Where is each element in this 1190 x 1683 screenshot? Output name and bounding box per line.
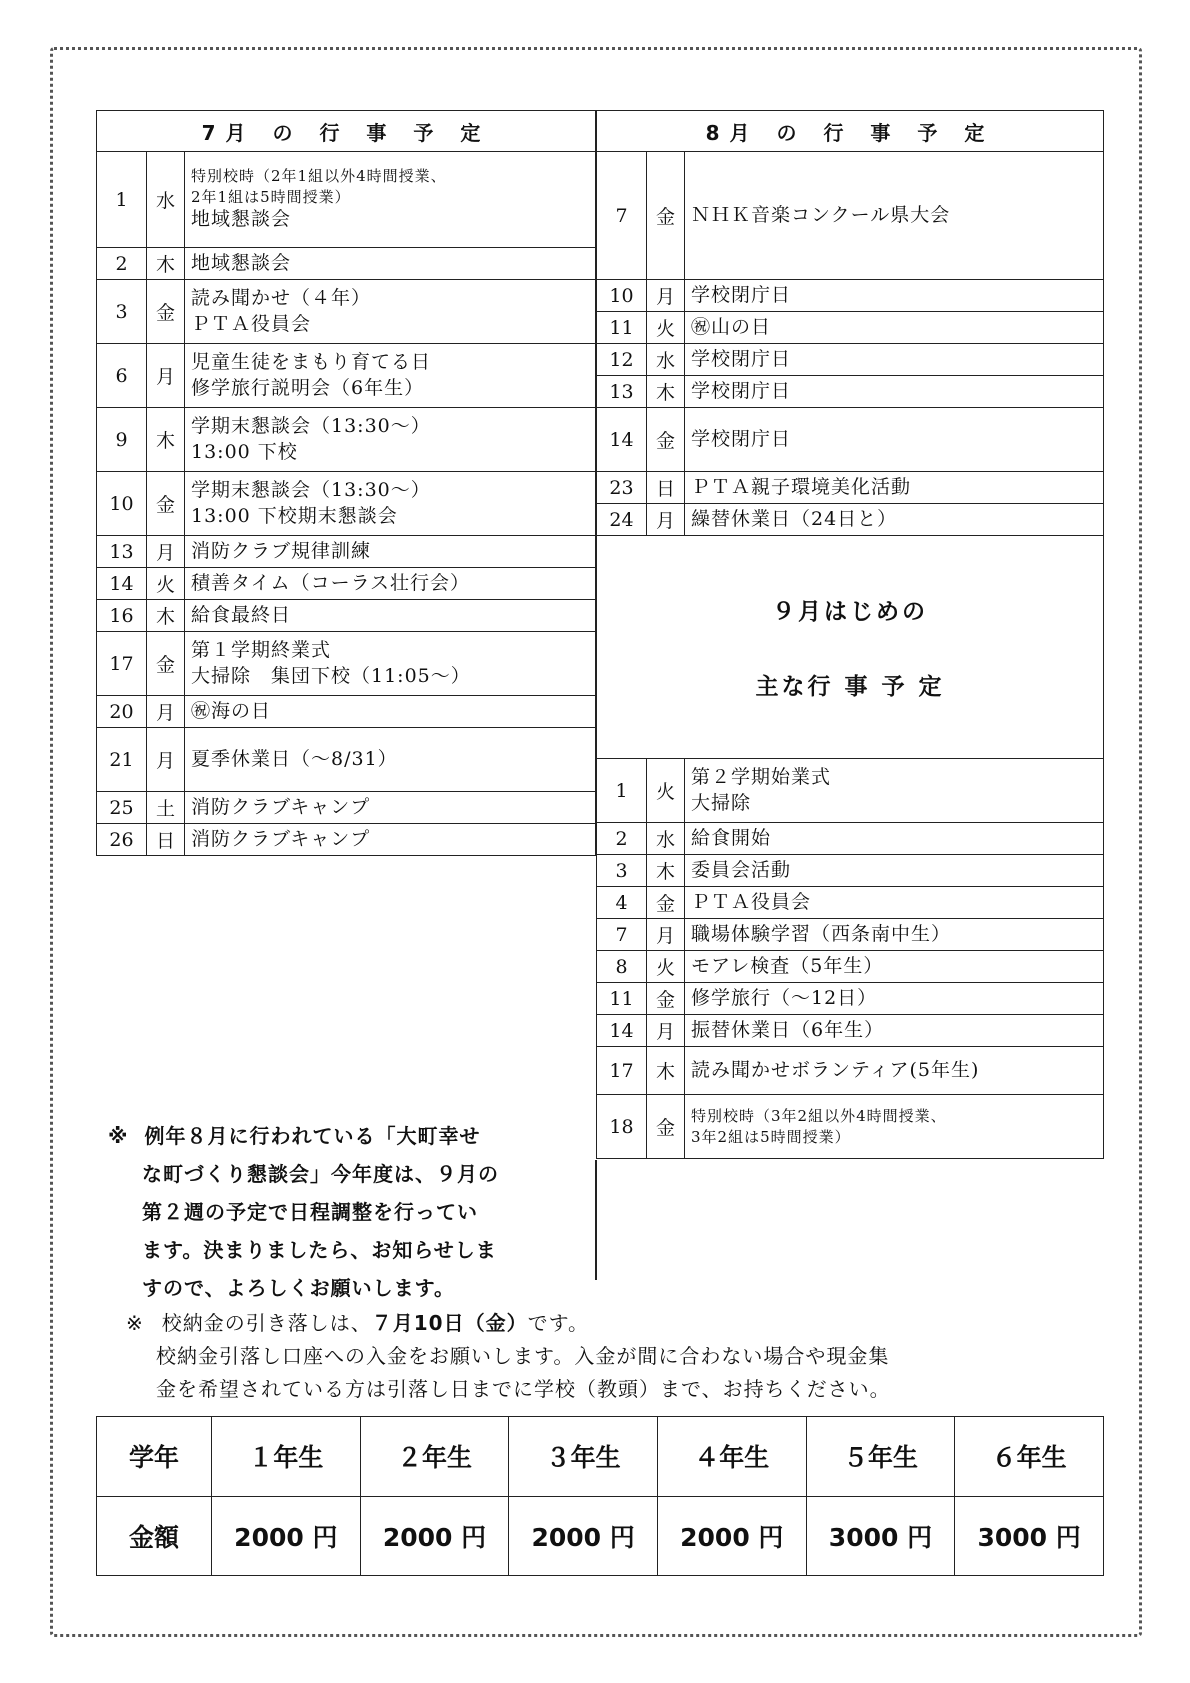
july-row xyxy=(97,408,596,472)
event-cell xyxy=(685,1047,1104,1095)
event-text: モアレ検査（5年生） xyxy=(691,954,884,977)
fee-table xyxy=(96,1416,1104,1576)
august-row xyxy=(597,312,1104,344)
event-text: 大掃除 集団下校（11:05～） xyxy=(191,664,471,687)
event-text: 学校閉庁日 xyxy=(691,427,792,450)
event-text: 13:00 下校 xyxy=(191,440,298,463)
event-text: 委員会活動 xyxy=(691,858,792,881)
event-cell xyxy=(685,887,1104,919)
july-row xyxy=(97,248,596,280)
september-row xyxy=(597,1015,1104,1047)
event-text: 修学旅行説明会（6年生） xyxy=(191,376,425,399)
event-text: 2年1組は5時間授業） xyxy=(191,187,351,206)
weekday: 木 xyxy=(147,408,185,472)
fee-amount-label: 金額 xyxy=(97,1496,212,1576)
august-row xyxy=(597,472,1104,504)
event-cell xyxy=(685,855,1104,887)
note-line: ます。決まりましたら、お知らせしま xyxy=(142,1238,497,1262)
september-row xyxy=(597,951,1104,983)
event-text: 修学旅行（～12日） xyxy=(691,986,878,1009)
day-number: 26 xyxy=(97,824,147,856)
column-divider xyxy=(595,1160,597,1280)
day-number: 8 xyxy=(597,951,647,983)
weekday: 火 xyxy=(647,312,685,344)
weekday: 金 xyxy=(647,152,685,280)
day-number: 6 xyxy=(97,344,147,408)
july-row xyxy=(97,152,596,248)
event-cell xyxy=(185,824,596,856)
day-number: 13 xyxy=(97,536,147,568)
september-row xyxy=(597,1047,1104,1095)
event-cell xyxy=(685,919,1104,951)
fee-amount: 3000 円 xyxy=(955,1496,1104,1576)
event-text: 地域懇談会 xyxy=(191,207,292,230)
note-line: すので、よろしくお願いします。 xyxy=(142,1276,455,1300)
event-cell xyxy=(185,728,596,792)
event-text: 消防クラブキャンプ xyxy=(191,795,371,818)
august-september-schedule-table xyxy=(596,110,1104,1159)
fee-grade: １年生 xyxy=(212,1417,361,1497)
september-row xyxy=(597,855,1104,887)
event-cell xyxy=(185,536,596,568)
weekday: 金 xyxy=(647,983,685,1015)
day-number: 14 xyxy=(597,1015,647,1047)
event-cell xyxy=(685,312,1104,344)
event-text: 振替休業日（6年生） xyxy=(691,1018,885,1041)
note-line: 例年８月に行われている「大町幸せ xyxy=(144,1124,481,1148)
event-cell xyxy=(185,280,596,344)
payment-text: 校納金の引き落しは、 xyxy=(161,1311,372,1335)
day-number: 9 xyxy=(97,408,147,472)
event-text: 大掃除 xyxy=(691,791,752,814)
event-text: ＰＴＡ役員会 xyxy=(191,312,312,335)
day-number: 10 xyxy=(597,280,647,312)
event-text: 消防クラブ規律訓練 xyxy=(191,539,372,562)
note-line: な町づくり懇談会」今年度は、９月の xyxy=(142,1162,499,1186)
august-row xyxy=(597,504,1104,536)
day-number: 25 xyxy=(97,792,147,824)
day-number: 2 xyxy=(97,248,147,280)
event-cell xyxy=(685,951,1104,983)
july-row xyxy=(97,792,596,824)
august-heading: 8月 の 行 事 予 定 xyxy=(597,111,1104,152)
day-number: 17 xyxy=(97,632,147,696)
august-row xyxy=(597,280,1104,312)
event-text: 学期末懇談会（13:30～） xyxy=(191,478,431,501)
event-text: 3年2組は5時間授業） xyxy=(691,1127,851,1146)
september-row xyxy=(597,919,1104,951)
day-number: 4 xyxy=(597,887,647,919)
event-text: 13:00 下校期末懇談会 xyxy=(191,504,398,527)
september-heading-line1: ９月はじめの xyxy=(772,599,928,625)
payment-text: 校納金引落し口座への入金をお願いします。入金が間に合わない場合や現金集 xyxy=(156,1344,890,1368)
august-row xyxy=(597,152,1104,280)
weekday: 火 xyxy=(647,759,685,823)
weekday: 金 xyxy=(147,632,185,696)
event-cell xyxy=(185,472,596,536)
weekday: 土 xyxy=(147,792,185,824)
day-number: 1 xyxy=(97,152,147,248)
event-cell xyxy=(685,472,1104,504)
july-schedule-table xyxy=(96,110,596,856)
day-number: 20 xyxy=(97,696,147,728)
fee-grade: ５年生 xyxy=(806,1417,955,1497)
event-cell xyxy=(685,1095,1104,1159)
weekday: 木 xyxy=(647,855,685,887)
september-row xyxy=(597,887,1104,919)
event-text: 夏季休業日（～8/31） xyxy=(191,747,398,770)
fee-amount: 2000 円 xyxy=(212,1496,361,1576)
weekday: 金 xyxy=(147,472,185,536)
day-number: 2 xyxy=(597,823,647,855)
event-cell xyxy=(685,280,1104,312)
day-number: 12 xyxy=(597,344,647,376)
event-cell xyxy=(685,759,1104,823)
fee-amount: 2000 円 xyxy=(509,1496,658,1576)
day-number: 23 xyxy=(597,472,647,504)
note-line: 第２週の予定で日程調整を行ってい xyxy=(142,1200,478,1224)
weekday: 月 xyxy=(147,344,185,408)
july-heading: 7月 の 行 事 予 定 xyxy=(97,111,596,152)
event-text: 地域懇談会 xyxy=(191,251,292,274)
day-number: 14 xyxy=(97,568,147,600)
weekday: 月 xyxy=(147,696,185,728)
event-text: ＰＴＡ親子環境美化活動 xyxy=(691,475,912,498)
weekday: 月 xyxy=(147,728,185,792)
event-text: 児童生徒をまもり育てる日 xyxy=(191,350,432,373)
payment-text: です。 xyxy=(527,1311,590,1335)
event-cell xyxy=(685,823,1104,855)
july-row xyxy=(97,536,596,568)
event-text: 繰替休業日（24日と） xyxy=(691,507,898,530)
event-cell xyxy=(685,376,1104,408)
september-row xyxy=(597,983,1104,1015)
payment-text: 金を希望されている方は引落し日までに学校（教頭）まで、お持ちください。 xyxy=(156,1377,891,1401)
event-cell xyxy=(685,152,1104,280)
payment-mark: ※ xyxy=(126,1311,144,1335)
event-text: 学校閉庁日 xyxy=(691,347,792,370)
event-cell xyxy=(185,696,596,728)
september-row xyxy=(597,759,1104,823)
event-cell xyxy=(685,504,1104,536)
event-cell xyxy=(185,568,596,600)
event-text: ㊗海の日 xyxy=(191,699,272,722)
day-number: 16 xyxy=(97,600,147,632)
fee-grade-label: 学年 xyxy=(97,1417,212,1497)
event-text: ＮＨＫ音楽コンクール県大会 xyxy=(691,203,951,226)
september-heading xyxy=(597,536,1104,759)
event-text: 特別校時（2年1組以外4時間授業、 xyxy=(191,167,447,186)
weekday: 月 xyxy=(647,504,685,536)
day-number: 3 xyxy=(597,855,647,887)
weekday: 金 xyxy=(647,887,685,919)
fee-amount: 2000 円 xyxy=(657,1496,806,1576)
event-text: ㊗山の日 xyxy=(691,315,772,338)
event-cell xyxy=(685,408,1104,472)
weekday: 水 xyxy=(647,823,685,855)
august-row xyxy=(597,344,1104,376)
day-number: 14 xyxy=(597,408,647,472)
day-number: 10 xyxy=(97,472,147,536)
day-number: 11 xyxy=(597,983,647,1015)
fee-grade: ４年生 xyxy=(657,1417,806,1497)
july-row xyxy=(97,728,596,792)
note-september-meeting xyxy=(108,1117,578,1307)
weekday: 木 xyxy=(647,376,685,408)
day-number: 18 xyxy=(597,1095,647,1159)
event-text: 第２学期始業式 xyxy=(691,765,832,788)
note-mark: ※ xyxy=(108,1124,129,1148)
event-text: 職場体験学習（西条南中生） xyxy=(691,922,952,945)
august-row xyxy=(597,408,1104,472)
event-cell xyxy=(685,1015,1104,1047)
day-number: 7 xyxy=(597,919,647,951)
july-row xyxy=(97,696,596,728)
day-number: 17 xyxy=(597,1047,647,1095)
fee-grade: ２年生 xyxy=(360,1417,509,1497)
july-row xyxy=(97,600,596,632)
event-text: 学校閉庁日 xyxy=(691,379,792,402)
day-number: 21 xyxy=(97,728,147,792)
weekday: 火 xyxy=(147,568,185,600)
july-row xyxy=(97,632,596,696)
weekday: 日 xyxy=(147,824,185,856)
event-text: 第１学期終業式 xyxy=(191,638,332,661)
fee-amount: 2000 円 xyxy=(360,1496,509,1576)
event-text: 給食開始 xyxy=(691,826,772,849)
event-text: 学期末懇談会（13:30～） xyxy=(191,414,431,437)
event-cell xyxy=(185,248,596,280)
event-text: 特別校時（3年2組以外4時間授業、 xyxy=(691,1107,947,1126)
payment-notice xyxy=(126,1307,1086,1406)
july-row xyxy=(97,824,596,856)
weekday: 木 xyxy=(147,600,185,632)
fee-grade: ６年生 xyxy=(955,1417,1104,1497)
fee-grade: ３年生 xyxy=(509,1417,658,1497)
september-heading-line2: 主な行 事 予 定 xyxy=(755,674,945,700)
event-cell xyxy=(185,792,596,824)
day-number: 11 xyxy=(597,312,647,344)
event-text: 給食最終日 xyxy=(191,603,292,626)
event-text: 読み聞かせボランティア(5年生) xyxy=(691,1058,980,1081)
day-number: 13 xyxy=(597,376,647,408)
july-row xyxy=(97,472,596,536)
weekday: 月 xyxy=(147,536,185,568)
event-text: ＰＴＡ役員会 xyxy=(691,890,812,913)
day-number: 3 xyxy=(97,280,147,344)
july-row xyxy=(97,344,596,408)
weekday: 月 xyxy=(647,1015,685,1047)
event-cell xyxy=(685,344,1104,376)
event-cell xyxy=(185,344,596,408)
weekday: 木 xyxy=(147,248,185,280)
event-cell xyxy=(185,632,596,696)
event-cell xyxy=(685,983,1104,1015)
weekday: 月 xyxy=(647,919,685,951)
september-row xyxy=(597,1095,1104,1159)
event-text: 積善タイム（コーラス壮行会） xyxy=(191,571,471,594)
weekday: 水 xyxy=(147,152,185,248)
event-cell xyxy=(185,600,596,632)
weekday: 月 xyxy=(647,280,685,312)
event-text: 読み聞かせ（４年） xyxy=(191,286,372,309)
august-row xyxy=(597,376,1104,408)
payment-date: ７月10日（金） xyxy=(371,1311,528,1335)
event-cell xyxy=(185,152,596,248)
event-cell xyxy=(185,408,596,472)
day-number: 1 xyxy=(597,759,647,823)
day-number: 7 xyxy=(597,152,647,280)
weekday: 木 xyxy=(647,1047,685,1095)
weekday: 水 xyxy=(647,344,685,376)
july-row xyxy=(97,280,596,344)
fee-amount: 3000 円 xyxy=(806,1496,955,1576)
weekday: 金 xyxy=(147,280,185,344)
weekday: 金 xyxy=(647,1095,685,1159)
event-text: 学校閉庁日 xyxy=(691,283,792,306)
weekday: 日 xyxy=(647,472,685,504)
weekday: 金 xyxy=(647,408,685,472)
september-row xyxy=(597,823,1104,855)
weekday: 火 xyxy=(647,951,685,983)
day-number: 24 xyxy=(597,504,647,536)
july-row xyxy=(97,568,596,600)
event-text: 消防クラブキャンプ xyxy=(191,827,371,850)
